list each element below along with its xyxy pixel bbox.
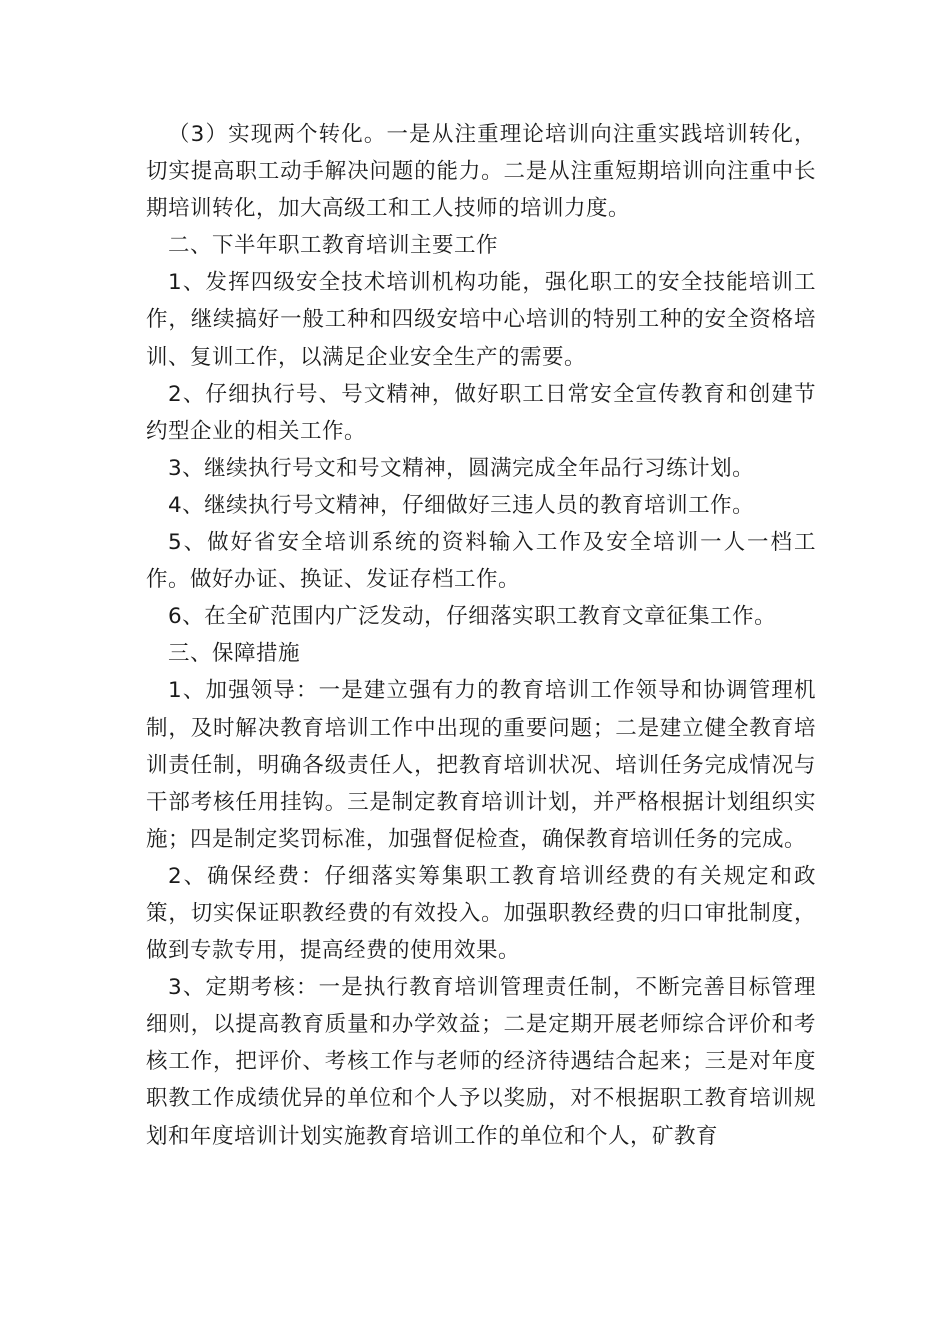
paragraph-work-item-2: 2、仔细执行号、号文精神，做好职工日常安全宣传教育和创建节约型企业的相关工作。: [146, 381, 816, 444]
paragraph-safeguard-funding: 2、确保经费：仔细落实筹集职工教育培训经费的有关规定和政策，切实保证职教经费的有效投入。加强职教经费的归口审批制度，做到专款专用，提高经费的使用效果。: [146, 863, 816, 964]
document-body: [146, 116, 816, 1155]
paragraph-work-item-6: 6、在全矿范围内广泛发动，仔细落实职工教育文章征集工作。: [168, 604, 777, 630]
paragraph-work-item-5: 5、做好省安全培训系统的资料输入工作及安全培训一人一档工作。做好办证、换证、发证存档工作。: [146, 530, 816, 593]
section-heading-main-work: 二、下半年职工教育培训主要工作: [168, 233, 499, 259]
paragraph-work-item-4: 4、继续执行号文精神，仔细做好三违人员的教育培训工作。: [168, 492, 755, 518]
paragraph-work-item-3: 3、继续执行号文和号文精神，圆满完成全年品行习练计划。: [168, 455, 755, 481]
paragraph-two-transformations: （3）实现两个转化。一是从注重理论培训向注重实践培训转化，切实提高职工动手解决问题的能力。二是从注重短期培训向注重中长期培训转化，加大高级工和工人技师的培训力度。: [146, 122, 816, 222]
paragraph-work-item-1: 1、发挥四级安全技术培训机构功能，强化职工的安全技能培训工作，继续搞好一般工种和四级安培中心培训的特别工种的安全资格培训、复训工作，以满足企业安全生产的需要。: [146, 270, 816, 370]
paragraph-safeguard-leadership: 1、加强领导：一是建立强有力的教育培训工作领导和协调管理机制，及时解决教育培训工作中出现的重要问题；二是建立健全教育培训责任制，明确各级责任人，把教育培训状况、培训任务完成情况与干部考核任用挂钩。三是制定教育培训计划，并严格根据计划组织实施；四是制定奖罚标准，加强督促检查，确保教育培训任务的完成。: [146, 678, 816, 852]
paragraph-safeguard-assessment: 3、定期考核：一是执行教育培训管理责任制，不断完善目标管理细则，以提高教育质量和办学效益；二是定期开展老师综合评价和考核工作，把评价、考核工作与老师的经济待遇结合起来；三是对年度职教工作成绩优异的单位和个人予以奖励，对不根据职工教育培训规划和年度培训计划实施教育培训工作的单位和个人，矿教育: [146, 975, 816, 1149]
section-heading-safeguards: 三、保障措施: [168, 641, 301, 667]
